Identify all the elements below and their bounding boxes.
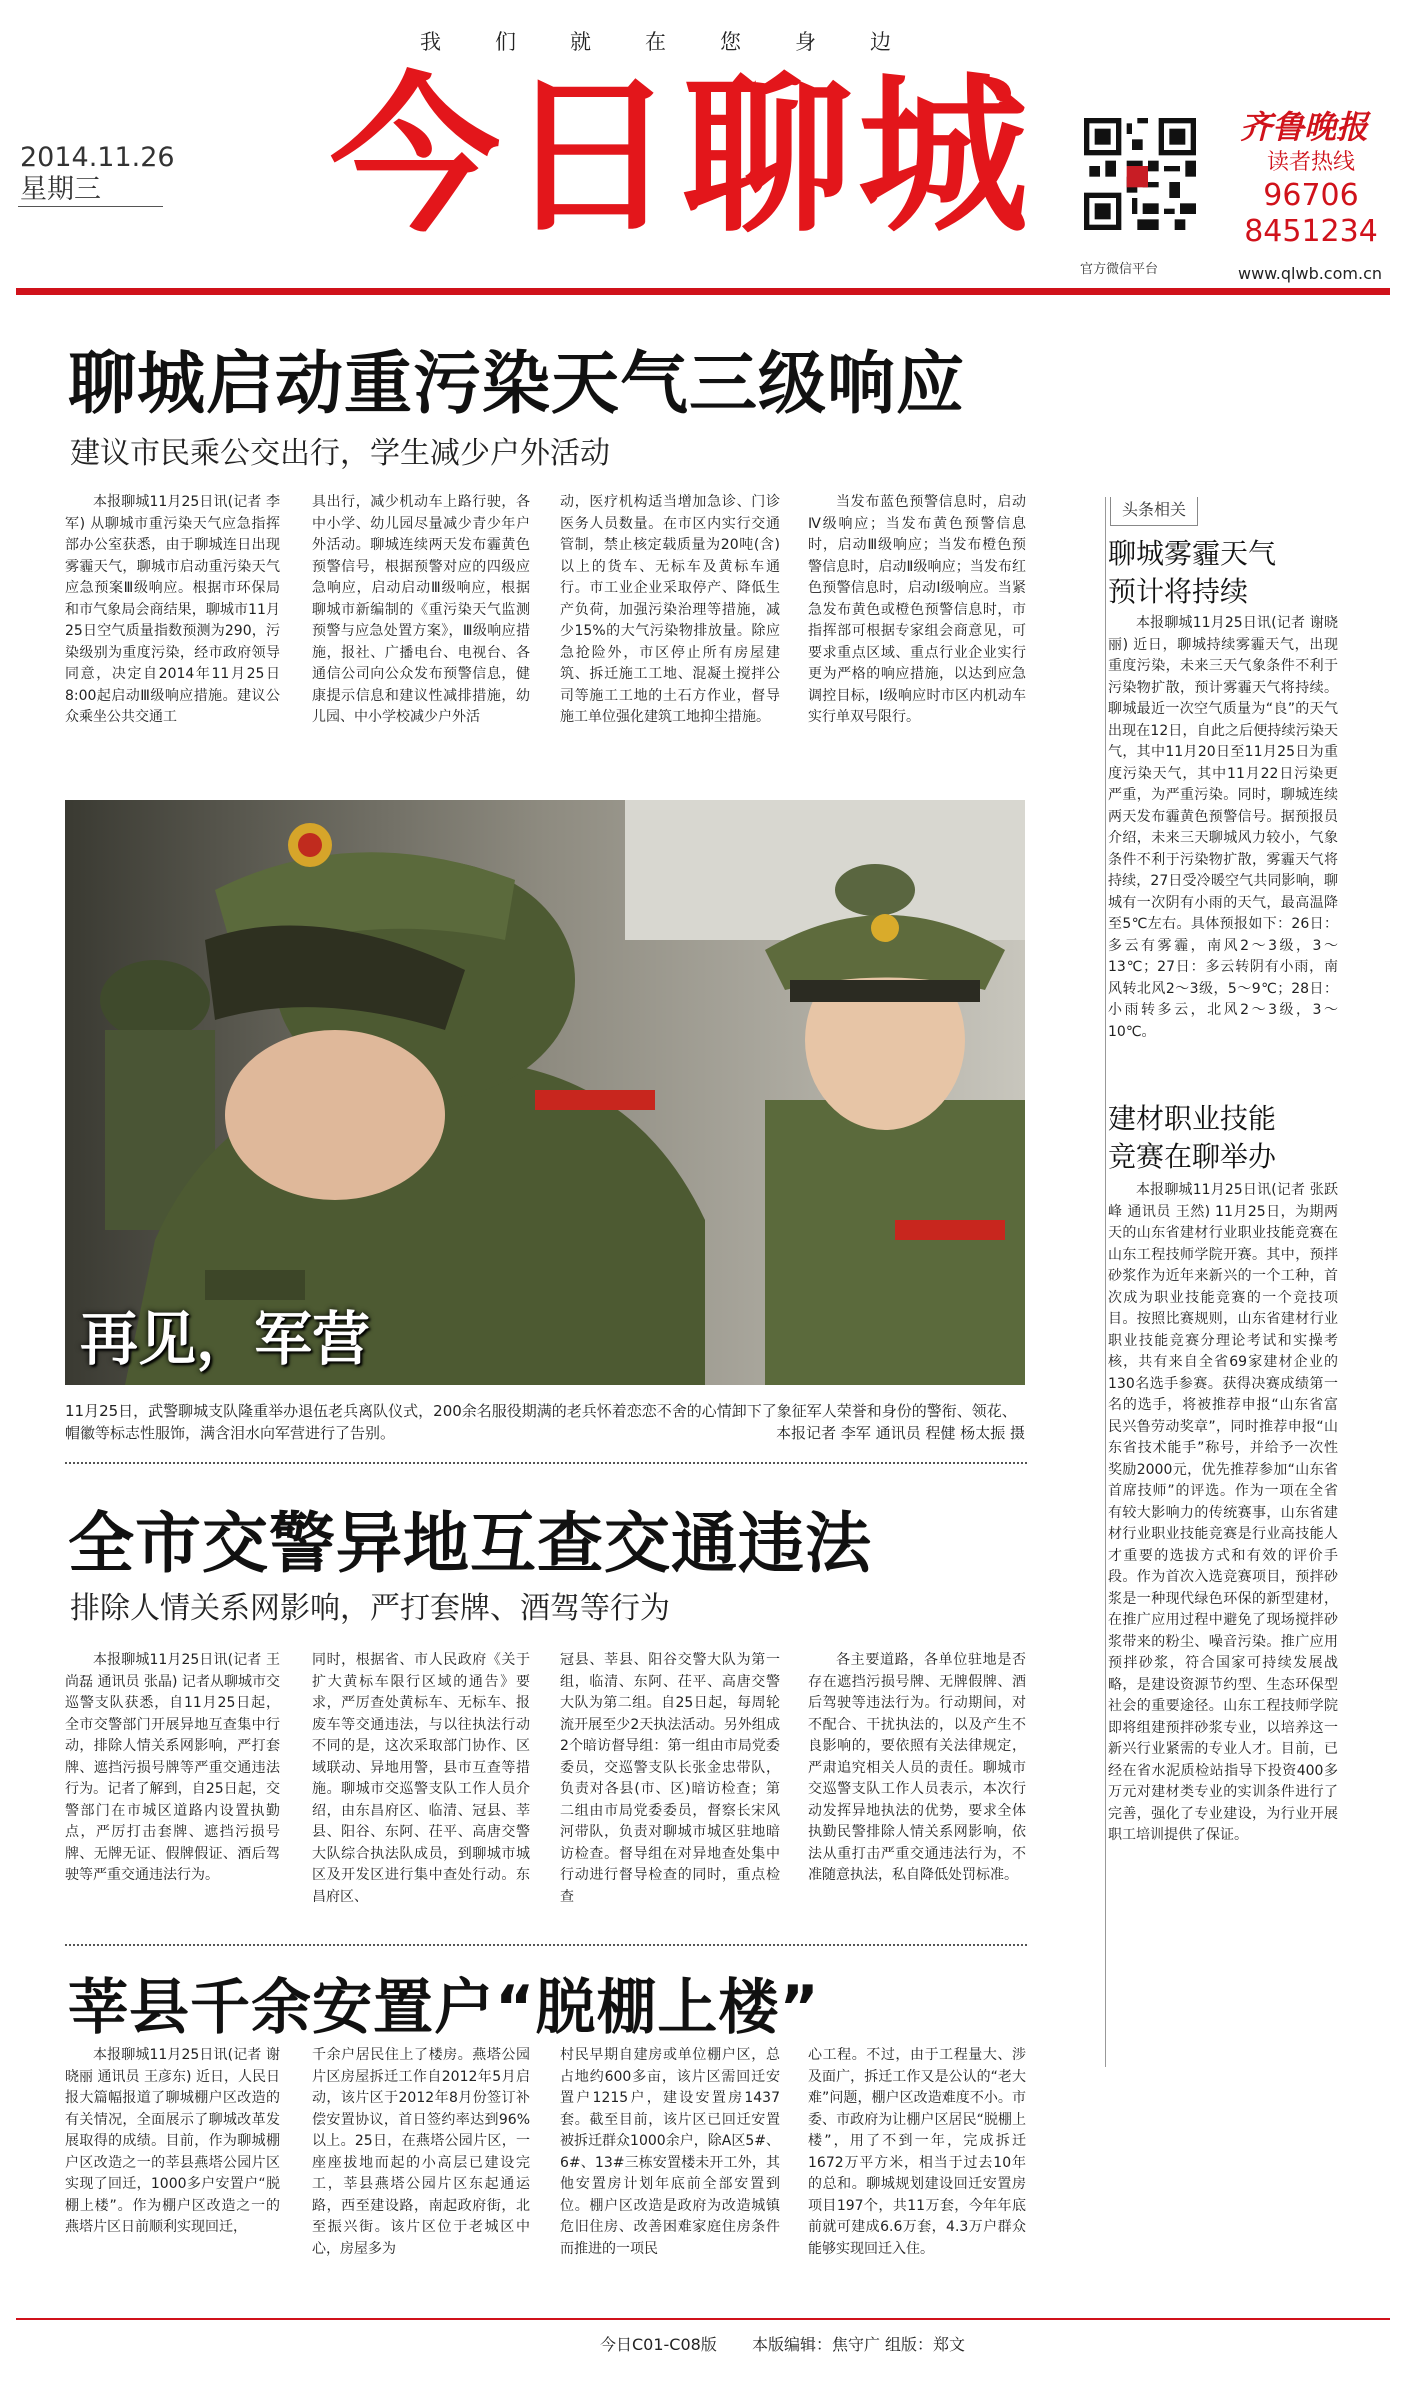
date-text: 2014.11.26 (20, 142, 175, 173)
housing-column-2 (312, 2045, 530, 2307)
lead-paragraph-2: 具出行，减少机动车上路行驶，各中小学、幼儿园尽量减少青少年户外活动。聊城连续两天发布霾黄色预警信号，根据预警对应的四级应急响应，启动启动Ⅲ级响应，根据聊城市新编制的《重污染天气监测预警与应急处置方案》，Ⅲ级响应措施，报社、广播电台、电视台、各通信公司向公众发布预警信息，健康提示信息和建议性减排措施，幼儿园、中小学校减少户外活 (312, 494, 530, 725)
lead-subheadline: 建议市民乘公交出行，学生减少户外活动 (70, 436, 610, 471)
qr-label: 官方微信平台 (1080, 262, 1159, 277)
traffic-column-4 (808, 1650, 1026, 1930)
qr-code-icon[interactable] (1084, 118, 1196, 230)
sidebar-divider (1105, 497, 1106, 2067)
lead-paragraph-1: 本报聊城11月25日讯(记者 李军) 从聊城市重污染天气应急指挥部办公室获悉，由于聊城连日出现雾霾天气，聊城市启动重污染天气应急预案Ⅲ级响应。根据市环保局和市气象局会商结果，聊城市11月25日空气质量指数预测为290，污染级别为重度污染，经市政府领导同意，决定自2014年11月25日8:00起启动Ⅲ级响应措施。建议公众乘坐公共交通工 (65, 494, 280, 725)
footer-rule (16, 2318, 1390, 2320)
lead-column-2 (312, 492, 530, 772)
lead-column-4 (808, 492, 1026, 772)
sidebar-story1-title-line1: 聊城雾霾天气 (1108, 537, 1277, 570)
footer (600, 2332, 965, 2355)
sidebar-story2-headline (1108, 1100, 1276, 1176)
housing-column-3 (560, 2045, 780, 2307)
housing-paragraph-2: 千余户居民住上了楼房。燕塔公园片区房屋拆迁工作自2012年5月启动，该片区于2012年8月份签订补偿安置协议，首日签约率达到96%以上。25日，在燕塔公园片区，一座座拔地而起的小高层已建设完工，莘县燕塔公园片区东起通运路，西至建设路，南起政府街，北至振兴街。该片区位于老城区中心，房屋多为 (312, 2047, 530, 2257)
section-divider (65, 1462, 1027, 1464)
section-divider (65, 1944, 1027, 1946)
sidebar-story1-title-line2: 预计将持续 (1108, 575, 1249, 608)
traffic-column-1 (65, 1650, 280, 1930)
traffic-paragraph-2: 同时，根据省、市人民政府《关于扩大黄标车限行区域的通告》要求，严厉查处黄标车、无标车、报废车等交通违法，与以往执法行动不同的是，这次采取部门协作、区域联动、异地用警，县市互查等措施。聊城市交巡警支队工作人员介绍，由东昌府区、临清、冠县、莘县、阳谷、东阿、茌平、高唐交警大队综合执法队成员，到聊城市城区及开发区进行集中查处行动。东昌府区、 (312, 1652, 530, 1905)
lead-headline: 聊城启动重污染天气三级响应 (68, 345, 966, 424)
housing-column-1 (65, 2045, 280, 2307)
footer-editor: 本版编辑：焦守广 组版：郑文 (751, 2335, 966, 2354)
sidebar-story1-body (1108, 613, 1338, 1083)
website-link[interactable]: www.qlwb.com.cn (1238, 264, 1382, 283)
sidebar-story2-text: 本报聊城11月25日讯(记者 张跃峰 通讯员 王然) 11月25日，为期两天的山东省建材行业职业技能竞赛在山东工程技师学院开赛。其中，预拌砂浆作为近年来新兴的一个工种，首次成为职业技能竞赛的一个竞技项目。按照比赛规则，山东省建材行业职业技能竞赛分理论考试和实操考核，共有来自全省69家建材企业的130名选手参赛。获得决赛成绩第一名的选手，将被推荐申报“山东省富民兴鲁劳动奖章”，同时推荐申报“山东省技术能手”称号，并给予一次性奖励2000元，优先推荐参加“山东省首席技师”的评选。作为一项在全省有较大影响力的传统赛事，山东省建材行业职业技能竞赛是行业高技能人才重要的选拔方式和有效的评价手段。作为首次入选竞赛项目，预拌砂浆是一种现代绿色环保的新型建材，在推广应用过程中避免了现场搅拌砂浆带来的粉尘、噪音污染。推广应用预拌砂浆，符合国家可持续发展战略，是建设资源节约型、生态环保型社会的重要途径。山东工程技师学院即将组建预拌砂浆专业，以培养这一新兴行业紧需的专业人才。目前，已经在省水泥质检站指导下投资400多万元对建材类专业的实训条件进行了完善，强化了专业建设，为行业开展职工培训提供了保证。 (1108, 1182, 1338, 1843)
traffic-paragraph-3: 冠县、莘县、阳谷交警大队为第一组，临清、东阿、茌平、高唐交警大队为第二组。自25日起，每周轮流开展至少2天执法活动。另外组成2个暗访督导组：第一组由市局党委委员，交巡警支队长张金忠带队，负责对各县(市、区)暗访检查；第二组由市局党委委员，督察长宋风河带队，负责对聊城市城区驻地暗访检查。督导组在对异地查处集中行动进行督导检查的同时，重点检查 (560, 1652, 780, 1905)
sidebar-story2-title-line2: 竞赛在聊举办 (1108, 1140, 1277, 1173)
hotline-box (1240, 148, 1382, 249)
footer-pages: 今日C01-C08版 (600, 2335, 717, 2354)
caption-text: 11月25日，武警聊城支队隆重举办退伍老兵离队仪式，200余名服役期满的老兵怀着恋恋不舍的心情卸下了象征军人荣誉和身份的警衔、领花、帽徽等标志性服饰，满含泪水向军营进行了告别。 (65, 1402, 1017, 1442)
housing-paragraph-1: 本报聊城11月25日讯(记者 谢晓丽 通讯员 王彦东) 近日，人民日报大篇幅报道了聊城棚户区改造的有关情况，全面展示了聊城改革发展取得的成绩。目前，作为聊城棚户区改造之一的莘县燕塔公园片区实现了回迁，1000多户安置户“脱棚上楼”。作为棚户区改造之一的燕塔片区日前顺利实现回迁， (65, 2047, 280, 2235)
sidebar-story1-headline (1108, 535, 1276, 611)
lead-column-1 (65, 492, 280, 772)
masthead-title: 今日聊城 (330, 58, 1035, 256)
housing-column-4 (808, 2045, 1026, 2307)
hotline-label: 读者热线 (1266, 150, 1355, 175)
issue-date (20, 142, 175, 206)
hotline-number-2: 8451234 (1244, 214, 1378, 249)
lead-column-3 (560, 492, 780, 772)
traffic-subheadline: 排除人情关系网影响，严打套牌、酒驾等行为 (70, 1591, 670, 1626)
weekday-text: 星期三 (20, 174, 101, 205)
photo-caption (65, 1400, 1025, 1444)
photo-credit: 本报记者 李军 通讯员 程健 杨太振 摄 (776, 1424, 1025, 1442)
sidebar-story2-body (1108, 1180, 1338, 2060)
photo-title: 再见，军营 (80, 1305, 371, 1373)
brand-logo: 齐鲁晚报 (1240, 108, 1369, 146)
lead-paragraph-3: 动，医疗机构适当增加急诊、门诊医务人员数量。在市区内实行交通管制，禁止核定载质量为20吨(含)以上的货车、无标车及黄标车通行。市工业企业采取停产、降低生产负荷，加强污染治理等措施，减少15%的大气污染物排放量。除应急抢险外，市区停止所有房屋建筑、拆迁施工工地、混凝土搅拌公司等施工工地的土石方作业，督导施工单位强化建筑工地抑尘措施。 (560, 494, 780, 725)
housing-headline: 莘县千余安置户“脱棚上楼” (68, 1973, 820, 2043)
traffic-paragraph-1: 本报聊城11月25日讯(记者 王尚磊 通讯员 张晶) 记者从聊城市交巡警支队获悉，自11月25日起，全市交警部门开展异地互查集中行动，排除人情关系网影响，严打套牌、遮挡污损号牌等严重交通违法行为。记者了解到，自25日起，交警部门在市城区道路内设置执勤点，严厉打击套牌、遮挡污损号牌、无牌无证、假牌假证、酒后驾驶等严重交通违法行为。 (65, 1652, 280, 1883)
slogan: 我们就在您身边 (420, 30, 945, 54)
traffic-paragraph-4: 各主要道路，各单位驻地是否存在遮挡污损号牌、无牌假牌、酒后驾驶等违法行为。行动期间，对不配合、干扰执法的，以及产生不良影响的，要依照有关法律规定，严肃追究相关人员的责任。聊城市交巡警支队工作人员表示，本次行动发挥异地执法的优势，要求全体执勤民警排除人情关系网影响，依法从重打击严重交通违法行为，不准随意执法，私自降低处罚标准。 (808, 1652, 1026, 1883)
traffic-headline: 全市交警异地互查交通违法 (68, 1505, 872, 1582)
traffic-column-3 (560, 1650, 780, 1930)
housing-paragraph-3: 村民早期自建房或单位棚户区，总占地约600多亩，该片区需回迁安置户1215户，建设安置房1437套。截至目前，该片区已回迁安置被拆迁群众1000余户，除A区5#、6#、13#三栋安置楼未开工外，其他安置房计划年底前全部安置到位。棚户区改造是政府为改造城镇危旧住房、改善困难家庭住房条件而推进的一项民 (560, 2047, 780, 2257)
sidebar-tab: 头条相关 (1110, 497, 1198, 526)
traffic-column-2 (312, 1650, 530, 1930)
lead-paragraph-4: 当发布蓝色预警信息时，启动Ⅳ级响应；当发布黄色预警信息时，启动Ⅲ级响应；当发布橙色预警信息时，启动Ⅱ级响应；当发布红色预警信息时，启动Ⅰ级响应。当紧急发布黄色或橙色预警信息时，市指挥部可根据专家组会商意见，可要求重点区域、重点行业企业实行更为严格的响应措施，以达到应急调控目标，Ⅰ级响应时市区内机动车实行单双号限行。 (808, 494, 1026, 725)
housing-paragraph-4: 心工程。不过，由于工程量大、涉及面广，拆迁工作又是公认的“老大难”问题，棚户区改造难度不小。市委、市政府为让棚户区居民“脱棚上楼”，用了不到一年，完成拆迁1672万平方米，相当于过去10年的总和。聊城规划建设回迁安置房项目197个，共11万套，今年年底前就可建成6.6万套，4.3万户群众能够实现回迁入住。 (808, 2047, 1026, 2257)
sidebar-story2-title-line1: 建材职业技能 (1108, 1102, 1277, 1135)
sidebar-story1-text: 本报聊城11月25日讯(记者 谢晓丽) 近日，聊城持续雾霾天气，出现重度污染，未来三天气象条件不利于污染物扩散，预计雾霾天气将持续。聊城最近一次空气质量为“良”的天气出现在12日，自此之后便持续污染天气，其中11月20日至11月25日为重度污染天气，其中11月22日污染更严重，为严重污染。同时，聊城连续两天发布霾黄色预警信号。据预报员介绍，未来三天聊城风力较小，气象条件不利于污染物扩散，雾霾天气将持续，27日受冷暖空气共同影响，聊城有一次阴有小雨的天气，最高温降至5℃左右。具体预报如下：26日：多云有雾霾，南风2～3级，3～13℃；27日：多云转阴有小雨，南风转北风2～3级，5～9℃；28日：小雨转多云，北风2～3级，3～10℃。 (1108, 615, 1338, 1040)
date-underline (18, 206, 163, 207)
header-rule (16, 288, 1390, 295)
hotline-number-1: 96706 (1263, 178, 1359, 213)
